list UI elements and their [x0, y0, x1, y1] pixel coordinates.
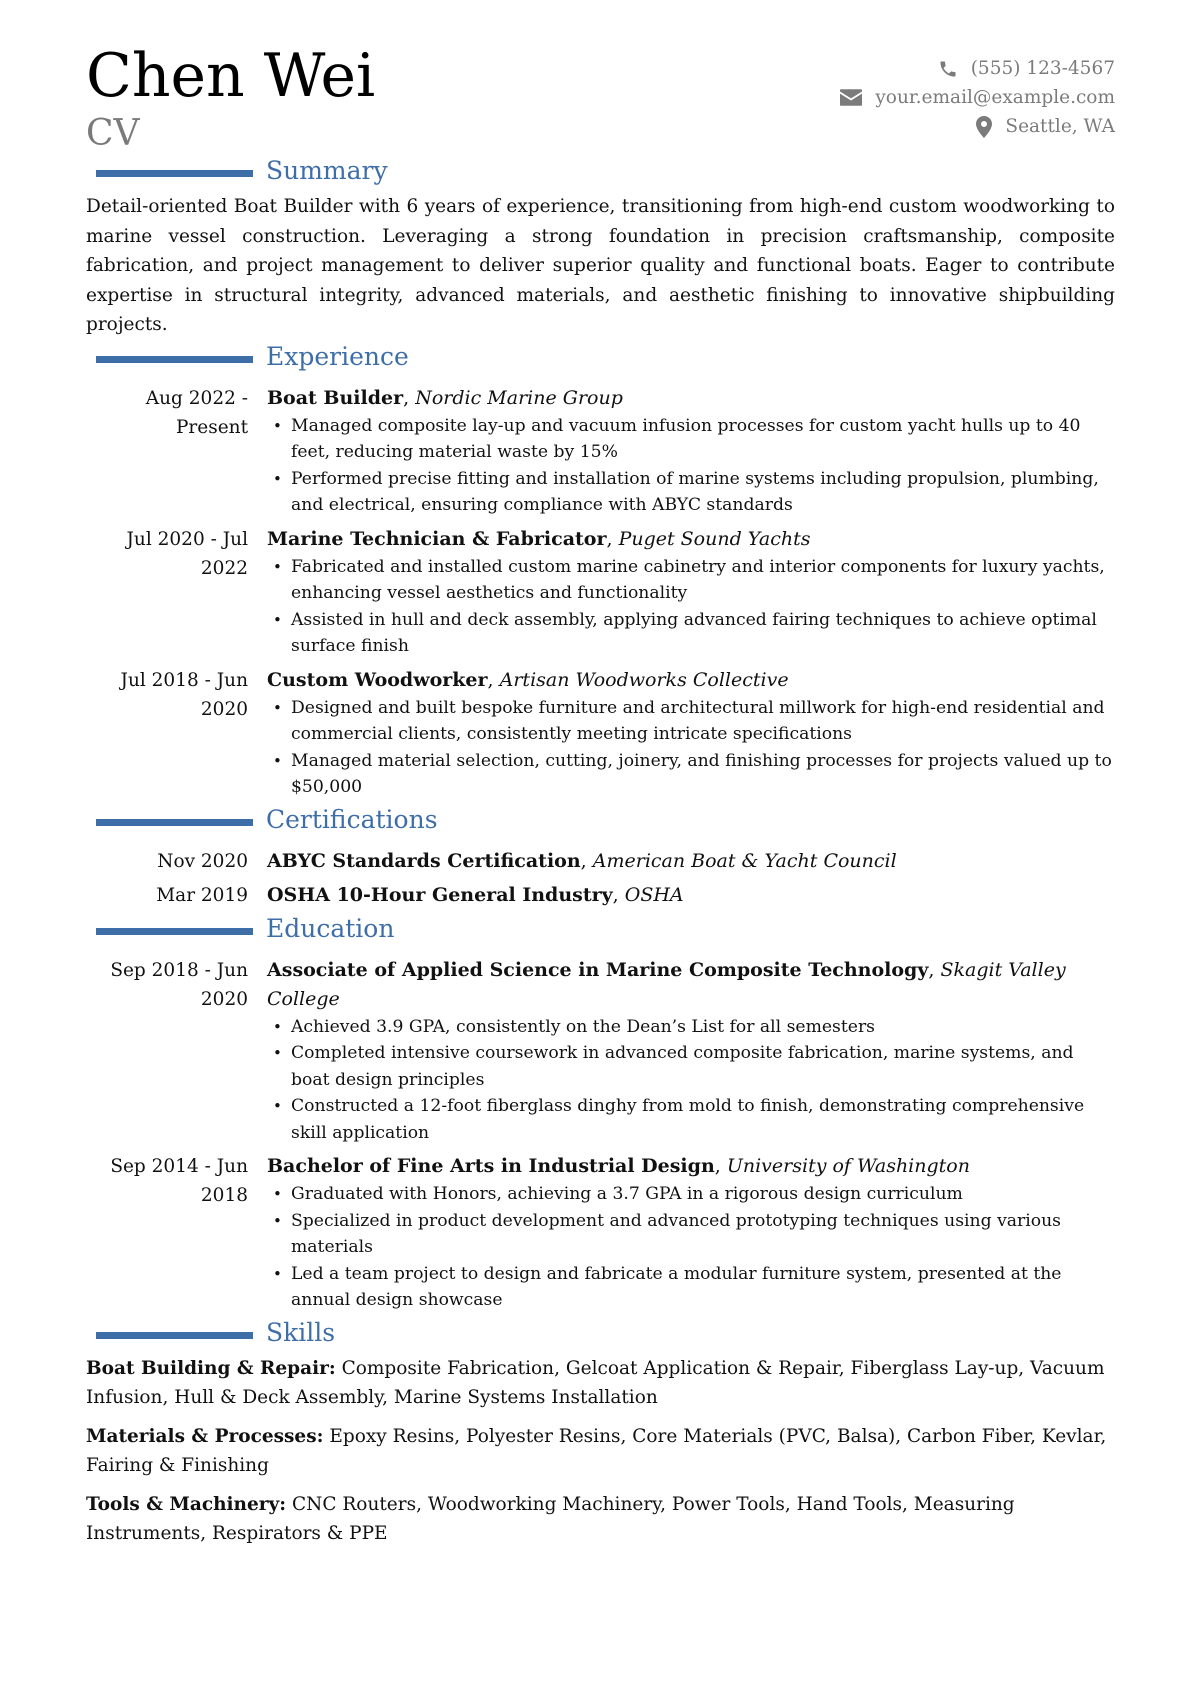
entry-heading: Bachelor of Fine Arts in Industrial Design, University of Washington [267, 1155, 970, 1177]
entry-heading: Marine Technician & Fabricator, Puget Sound Yachts [267, 527, 811, 550]
bullet-item: • Constructed a 12-foot fiberglass dinghy from mold to finish, demonstrating comprehensive skill application [267, 1093, 1115, 1146]
entry-body [267, 525, 1115, 660]
bullet-item: • Specialized in product development and advanced prototyping techniques using various materials [267, 1208, 1115, 1261]
contact-email [840, 83, 1115, 112]
job-title: Custom Woodworker [267, 668, 488, 691]
skill-group [86, 1422, 1115, 1481]
entry-heading: OSHA 10-Hour General Industry, OSHA [267, 883, 684, 906]
employer: Artisan Woodworks Collective [499, 668, 789, 691]
section-title-certifications: Certifications [266, 804, 438, 834]
contact-location [840, 112, 1115, 141]
phone-number: (555) 123-4567 [970, 58, 1115, 79]
section-title-education: Education [266, 913, 395, 943]
skill-group-items: CNC Routers, Woodworking Machinery, Power Tools, Hand Tools, Measuring Instruments, Respirators & PPE [86, 1493, 1015, 1544]
institution: University of Washington [726, 1155, 970, 1177]
entry-body [267, 879, 1115, 912]
certification-title: ABYC Standards Certification [267, 849, 581, 872]
location-text: Seattle, WA [1005, 116, 1115, 137]
entry-heading: Custom Woodworker, Artisan Woodworks Collective [267, 668, 789, 691]
education-entry [86, 956, 1115, 1147]
skill-group-label: Materials & Processes: [86, 1425, 324, 1447]
entry-date: Nov 2020 [157, 850, 248, 872]
institution: Skagit Valley College [267, 958, 1066, 1010]
map-marker-icon [976, 116, 992, 138]
bullet-item: • Completed intensive coursework in advanced composite fabrication, marine systems, and boat design principles [267, 1040, 1115, 1093]
envelope-icon [840, 89, 862, 106]
skill-group [86, 1490, 1115, 1549]
entry-body [267, 1152, 1115, 1314]
section-experience-header [86, 341, 1115, 378]
skill-group-items: Composite Fabrication, Gelcoat Application & Repair, Fiberglass Lay-up, Vacuum Infusion, Hull & Deck Assembly, Marine Systems Installation [86, 1357, 1105, 1408]
entry-body [267, 845, 1115, 878]
document-subtitle: CV [86, 113, 140, 154]
certification-entry [86, 879, 1115, 912]
experience-entry [86, 525, 1115, 660]
person-name: Chen Wei [86, 41, 376, 111]
email-address[interactable]: your.email@example.com [875, 87, 1115, 108]
bullet-list [267, 1181, 1115, 1314]
bullet-item: • Fabricated and installed custom marine cabinetry and interior components for luxury yachts, enhancing vessel aesthetics and functionality [267, 554, 1115, 607]
bullet-list [267, 1014, 1115, 1147]
section-skills-header [86, 1317, 1115, 1354]
skill-group [86, 1354, 1115, 1413]
entry-heading: Boat Builder, Nordic Marine Group [267, 386, 623, 409]
bullet-list [267, 554, 1115, 660]
section-title-skills: Skills [266, 1317, 336, 1347]
job-title: Marine Technician & Fabricator [267, 527, 607, 550]
bullet-item: • Graduated with Honors, achieving a 3.7 GPA in a rigorous design curriculum [267, 1181, 1115, 1208]
employer: Nordic Marine Group [415, 386, 623, 409]
section-summary-header [86, 158, 1115, 192]
section-bar [96, 1332, 253, 1339]
cv-page [86, 41, 1115, 1558]
section-bar [96, 356, 253, 363]
bullet-item: • Designed and built bespoke furniture and architectural millwork for high-end residential and commercial clients, consistently meeting intricate specifications [267, 695, 1115, 748]
degree-title: Bachelor of Fine Arts in Industrial Design [267, 1155, 715, 1177]
certification-entry [86, 845, 1115, 878]
section-bar [96, 170, 253, 177]
contact-phone [840, 54, 1115, 83]
bullet-list [267, 695, 1115, 801]
experience-list [86, 384, 1115, 801]
skill-group-label: Boat Building & Repair: [86, 1357, 336, 1379]
entry-date: Sep 2018 - Jun 2020 [110, 959, 248, 1010]
section-title-summary: Summary [266, 156, 388, 185]
employer: Puget Sound Yachts [618, 527, 811, 550]
entry-heading: Associate of Applied Science in Marine Composite Technology, Skagit Valley College [267, 958, 1066, 1010]
education-entry [86, 1152, 1115, 1314]
summary-paragraph: Detail-oriented Boat Builder with 6 years of experience, transitioning from high-end custom woodworking to marine vessel construction. Leveraging a strong foundation in precision craftsmanship, composite fabrication, and project management to deliver superior quality and functional boats. Eager to contribute expertise in structural integrity, advanced materials, and aesthetic finishing to innovative shipbuilding projects. [86, 196, 1115, 335]
bullet-item: • Led a team project to design and fabricate a modular furniture system, presented at the annual design showcase [267, 1261, 1115, 1314]
entry-date: Jul 2020 - Jul 2022 [126, 528, 248, 579]
section-certifications-header [86, 804, 1115, 841]
experience-entry [86, 384, 1115, 519]
section-title-experience: Experience [266, 341, 409, 371]
certification-title: OSHA 10-Hour General Industry [267, 883, 613, 906]
entry-body [267, 956, 1115, 1147]
entry-date: Mar 2019 [156, 884, 248, 906]
bullet-item: • Managed material selection, cutting, joinery, and finishing processes for projects valued up to $50,000 [267, 748, 1115, 801]
entry-body [267, 384, 1115, 519]
section-education-header [86, 913, 1115, 950]
skill-group-label: Tools & Machinery: [86, 1493, 287, 1515]
bullet-item: • Performed precise fitting and installation of marine systems including propulsion, plumbing, and electrical, ensuring compliance with ABYC standards [267, 466, 1115, 519]
issuer: OSHA [624, 883, 684, 906]
entry-heading: ABYC Standards Certification, American Boat & Yacht Council [267, 849, 897, 872]
bullet-list [267, 413, 1115, 519]
bullet-item: • Assisted in hull and deck assembly, applying advanced fairing techniques to achieve optimal surface finish [267, 607, 1115, 660]
experience-entry [86, 666, 1115, 801]
section-bar [96, 928, 253, 935]
bullet-item: • Achieved 3.9 GPA, consistently on the Dean’s List for all semesters [267, 1014, 1115, 1041]
entry-date: Jul 2018 - Jun 2020 [120, 669, 248, 720]
entry-date: Aug 2022 - Present [145, 387, 248, 438]
entry-body [267, 666, 1115, 801]
bullet-item: • Managed composite lay-up and vacuum infusion processes for custom yacht hulls up to 40 feet, reducing material waste by 15% [267, 413, 1115, 466]
degree-title: Associate of Applied Science in Marine Composite Technology [267, 958, 929, 981]
phone-icon [938, 59, 958, 79]
cv-header [86, 41, 1115, 156]
contact-block [840, 54, 1115, 141]
job-title: Boat Builder [267, 386, 404, 409]
section-bar [96, 819, 253, 826]
issuer: American Boat & Yacht Council [592, 849, 897, 872]
skill-group-items: Epoxy Resins, Polyester Resins, Core Materials (PVC, Balsa), Carbon Fiber, Kevlar, Fairing & Finishing [86, 1425, 1107, 1476]
entry-date: Sep 2014 - Jun 2018 [110, 1156, 248, 1206]
